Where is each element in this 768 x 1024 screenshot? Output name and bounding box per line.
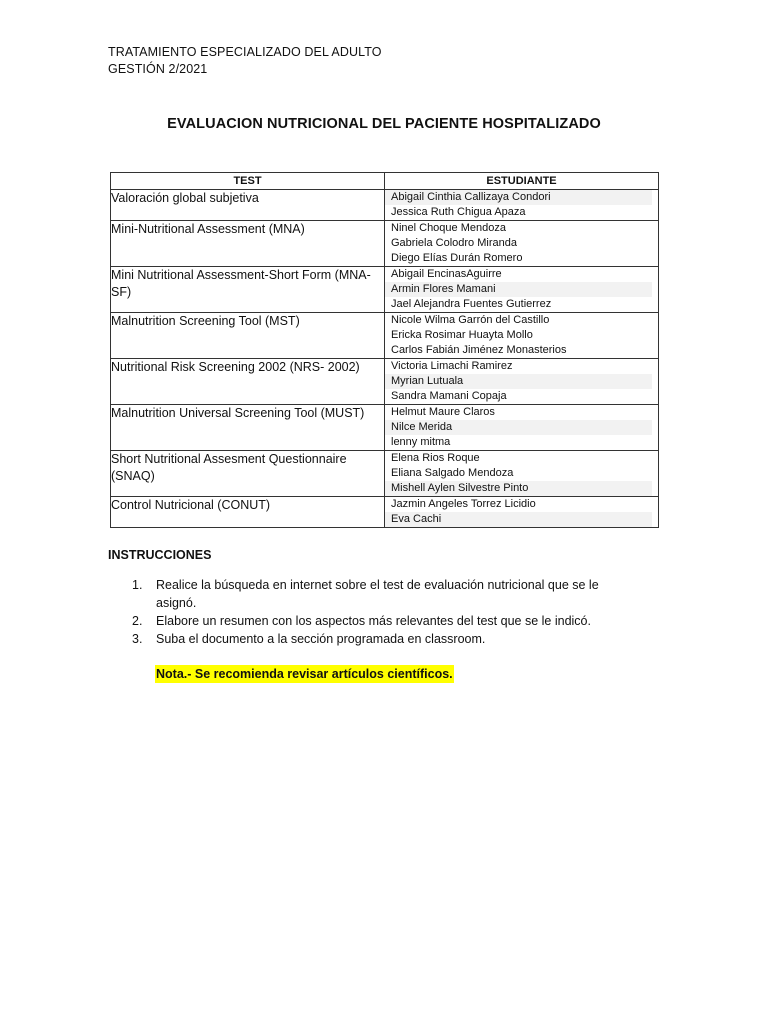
student-list <box>385 497 659 528</box>
test-name: Control Nutricional (CONUT) <box>111 497 385 528</box>
student-name: Armin Flores Mamani <box>385 282 652 297</box>
student-name: Nicole Wilma Garrón del Castillo <box>391 314 550 326</box>
student-name: Victoria Limachi Ramirez <box>391 360 513 372</box>
highlighted-note: Nota.- Se recomienda revisar artículos científicos. <box>156 667 453 681</box>
student-name: Helmut Maure Claros <box>391 406 495 418</box>
student-name: Jessica Ruth Chigua Apaza <box>391 206 526 218</box>
student-list <box>385 451 659 497</box>
student-name: Ninel Choque Mendoza <box>391 222 506 234</box>
student-list <box>385 359 659 405</box>
student-name: Myrian Lutuala <box>385 374 652 389</box>
instruction-text: Elabore un resumen con los aspectos más relevantes del test que se le indicó. <box>156 614 591 628</box>
student-list <box>385 221 659 267</box>
student-name: Abigail EncinasAguirre <box>391 268 502 280</box>
student-name: Elena Rios Roque <box>391 452 480 464</box>
test-name: Malnutrition Screening Tool (MST) <box>111 313 385 359</box>
student-list <box>385 313 659 359</box>
test-name: Valoración global subjetiva <box>111 190 385 221</box>
test-name: Malnutrition Universal Screening Tool (MUST) <box>111 405 385 451</box>
test-name: Short Nutritional Assesment Questionnaire (SNAQ) <box>111 451 385 497</box>
test-name: Mini Nutritional Assessment-Short Form (MNA-SF) <box>111 267 385 313</box>
table-header-row <box>111 173 659 190</box>
student-list <box>385 190 659 221</box>
student-name: Nilce Merida <box>385 420 652 435</box>
instruction-text: Suba el documento a la sección programada en classroom. <box>156 632 486 646</box>
column-header-test: TEST <box>111 173 385 190</box>
table-row <box>111 267 659 313</box>
student-name: Gabriela Colodro Miranda <box>391 237 517 249</box>
student-name: Abigail Cinthia Callizaya Condori <box>385 190 652 205</box>
column-header-student: ESTUDIANTE <box>385 173 659 190</box>
test-name: Mini-Nutritional Assessment (MNA) <box>111 221 385 267</box>
student-name: Eva Cachi <box>385 512 652 527</box>
list-item <box>108 612 628 630</box>
student-list <box>385 405 659 451</box>
document-title: EVALUACION NUTRICIONAL DEL PACIENTE HOSPITALIZADO <box>167 116 601 132</box>
list-item <box>108 576 628 612</box>
table-row <box>111 359 659 405</box>
table-row <box>111 451 659 497</box>
instructions-list <box>108 576 628 648</box>
assignment-table <box>110 172 659 528</box>
table-row <box>111 313 659 359</box>
student-name: Mishell Aylen Silvestre Pinto <box>385 481 652 496</box>
student-name: Jazmin Angeles Torrez Licidio <box>391 498 536 510</box>
course-name: TRATAMIENTO ESPECIALIZADO DEL ADULTO <box>108 45 382 59</box>
instruction-text: Realice la búsqueda en internet sobre el test de evaluación nutricional que se le asignó. <box>156 578 599 610</box>
list-number: 2. <box>132 614 143 628</box>
table-row <box>111 221 659 267</box>
list-number: 3. <box>132 632 143 646</box>
instructions-heading: INSTRUCCIONES <box>108 548 212 562</box>
student-name: Ericka Rosimar Huayta Mollo <box>391 329 533 341</box>
student-name: Carlos Fabián Jiménez Monasterios <box>391 344 567 356</box>
table-row <box>111 405 659 451</box>
term-label: GESTIÓN 2/2021 <box>108 62 208 76</box>
student-name: Eliana Salgado Mendoza <box>391 467 514 479</box>
list-item <box>108 630 628 648</box>
student-name: Sandra Mamani Copaja <box>391 390 507 402</box>
student-name: Diego Elías Durán Romero <box>391 252 523 264</box>
table-row <box>111 190 659 221</box>
table-row <box>111 497 659 528</box>
student-name: lenny mitma <box>391 436 451 448</box>
test-name: Nutritional Risk Screening 2002 (NRS- 2002) <box>111 359 385 405</box>
student-name: Jael Alejandra Fuentes Gutierrez <box>391 298 552 310</box>
student-list <box>385 267 659 313</box>
list-number: 1. <box>132 578 143 592</box>
